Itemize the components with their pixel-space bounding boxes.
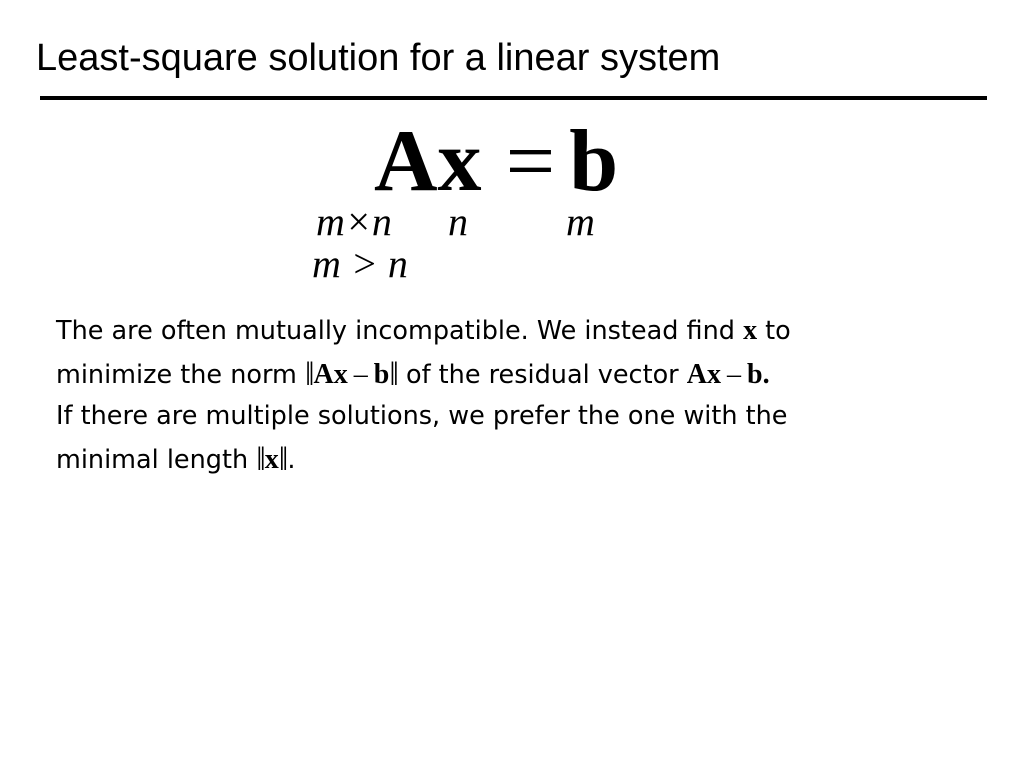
body-line-4	[56, 437, 976, 481]
math-x: x	[743, 315, 758, 346]
equation-lhs: Ax	[374, 113, 482, 210]
body-line-3: If there are multiple solutions, we prefer the one with the	[56, 401, 788, 431]
math-length-norm	[256, 441, 288, 478]
dimension-b: m	[566, 199, 595, 244]
period: .	[762, 359, 770, 390]
math-residual-norm	[304, 356, 398, 393]
equation-rhs: b	[569, 113, 619, 210]
body-text-segment: minimal length	[56, 445, 257, 475]
dimension-condition: m > n	[312, 241, 408, 286]
period: .	[287, 445, 296, 475]
body-paragraph	[56, 310, 976, 481]
equation-sign: =	[505, 113, 556, 210]
minus-sign: –	[353, 359, 368, 390]
norm-rhs: b	[373, 359, 390, 390]
main-equation	[374, 112, 618, 212]
norm-bar-open: ‖	[256, 441, 265, 478]
body-text-segment: of the residual vector	[397, 360, 687, 390]
resid-rhs: b	[747, 359, 763, 390]
body-text-segment: The are often mutually incompatible. We instead find	[56, 316, 744, 346]
body-line-1	[56, 310, 976, 352]
body-line-2	[56, 352, 976, 396]
dimension-x: n	[448, 199, 468, 244]
body-text-segment: to	[757, 316, 791, 346]
slide-title: Least-square solution for a linear system	[36, 37, 721, 79]
minus-sign: –	[727, 359, 742, 390]
norm-bar-open: ‖	[304, 356, 314, 393]
math-residual-vector	[687, 359, 770, 390]
norm-bar-close: ‖	[389, 356, 398, 393]
norm-bar-close: ‖	[278, 441, 288, 478]
title-divider	[40, 96, 987, 100]
body-text-segment: minimize the norm	[56, 360, 305, 390]
norm-x: x	[264, 444, 279, 475]
dimension-A: m×n	[316, 199, 392, 244]
resid-lhs: Ax	[686, 359, 722, 390]
norm-lhs: Ax	[313, 359, 348, 390]
